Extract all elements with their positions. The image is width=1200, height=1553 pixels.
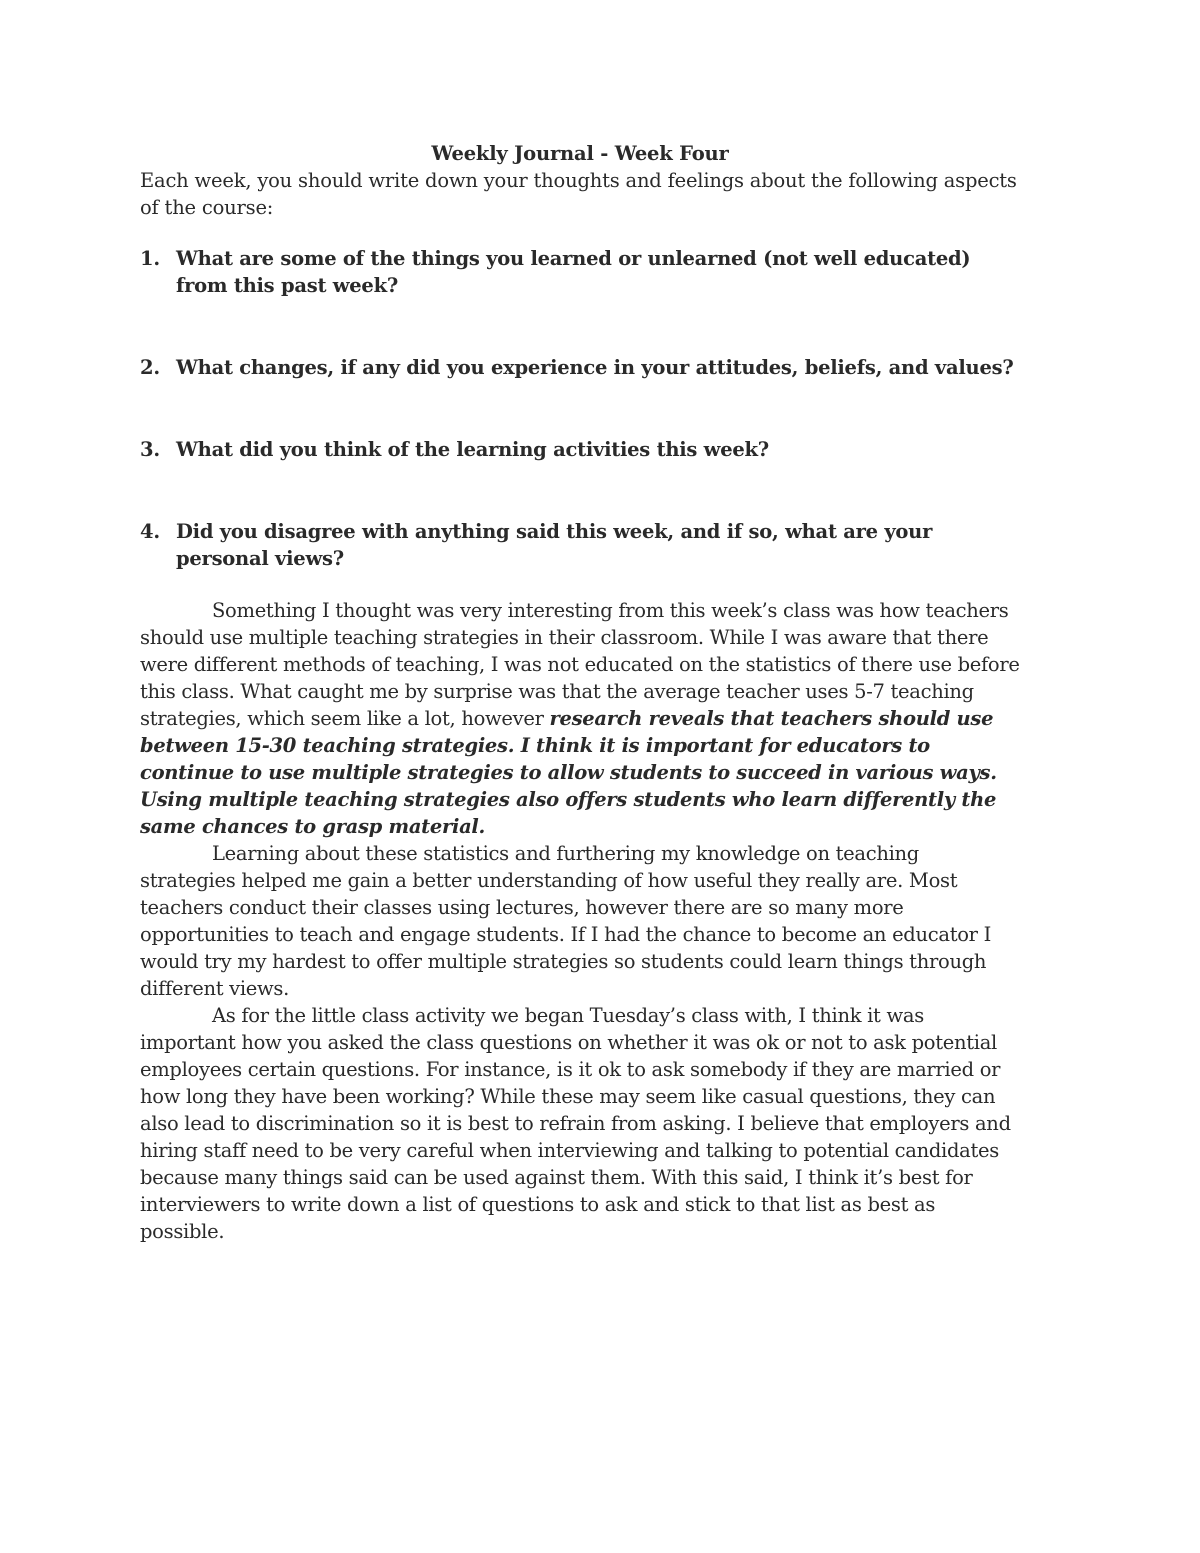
question-item	[140, 436, 1020, 463]
question-list	[140, 245, 1020, 572]
question-number: 4.	[140, 520, 160, 543]
paragraph-1-text: Something I thought was very interesting from this week’s class was how teachers should use multiple teaching strategies in their classroom. While I was aware that there were different methods of teaching, I was not educated on the statistics of there use before this class. What caught me by surprise was that the average teacher uses 5-7 teaching strategies, which seem like a lot, however	[140, 599, 1020, 730]
question-item	[140, 245, 1020, 299]
paragraph-1-emphasis: research reveals that teachers should use between 15-30 teaching strategies. I think it is important for educators to continue to use multiple strategies to allow students to succeed in various ways. Using multiple teaching strategies also offers students who learn differently the same chances to grasp material.	[140, 707, 997, 838]
question-item	[140, 518, 1020, 572]
question-number: 2.	[140, 356, 160, 379]
question-text: What are some of the things you learned or unlearned (not well educated) from this past week?	[176, 247, 971, 297]
question-text: Did you disagree with anything said this week, and if so, what are your personal views?	[176, 520, 933, 570]
body-paragraph-3: As for the little class activity we began Tuesday’s class with, I think it was important how you asked the class questions on whether it was ok or not to ask potential employees certain questions. For instance, is it ok to ask somebody if they are married or how long they have been working? While these may seem like casual questions, they can also lead to discrimination so it is best to refrain from asking. I believe that employers and hiring staff need to be very careful when interviewing and talking to potential candidates because many things said can be used against them. With this said, I think it’s best for interviewers to write down a list of questions to ask and stick to that list as best as possible.	[140, 1004, 1011, 1243]
question-text: What changes, if any did you experience in your attitudes, beliefs, and values?	[176, 356, 1014, 379]
body-paragraph-2: Learning about these statistics and furthering my knowledge on teaching strategies helped me gain a better understanding of how useful they really are. Most teachers conduct their classes using lectures, however there are so many more opportunities to teach and engage students. If I had the chance to become an educator I would try my hardest to offer multiple strategies so students could learn things through different views.	[140, 842, 991, 1000]
question-number: 1.	[140, 247, 160, 270]
question-number: 3.	[140, 438, 160, 461]
body-paragraph-1	[140, 597, 1020, 840]
page-title: Weekly Journal - Week Four	[431, 142, 729, 165]
document-page	[140, 140, 1020, 1245]
question-text: What did you think of the learning activities this week?	[176, 438, 769, 461]
question-item	[140, 354, 1020, 381]
intro-text: Each week, you should write down your thoughts and feelings about the following aspects of the course:	[140, 169, 1017, 219]
